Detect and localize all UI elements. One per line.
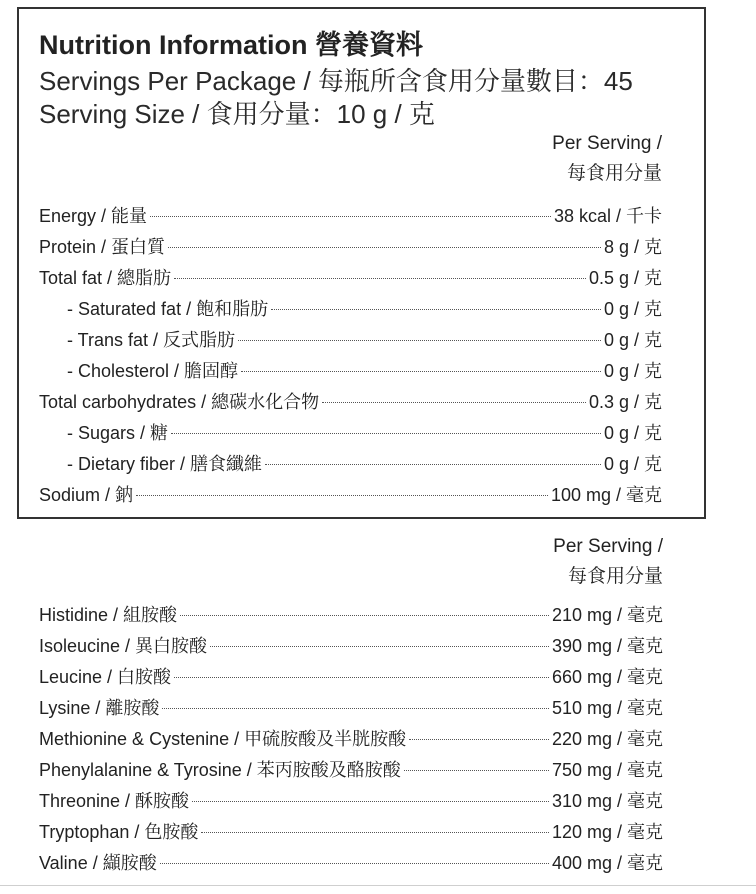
row-value: 0.3 g / 克 (588, 392, 662, 412)
row-label: Phenylalanine & Tyrosine / 苯丙胺酸及酪胺酸 (39, 760, 401, 780)
dotted-leader (136, 495, 548, 496)
dotted-leader (162, 708, 549, 709)
row-value: 120 mg / 毫克 (551, 822, 663, 842)
row-value: 660 mg / 毫克 (551, 667, 663, 687)
row-value: 400 mg / 毫克 (551, 853, 663, 873)
row-label: Lysine / 離胺酸 (39, 698, 160, 718)
nutrition-row-cholesterol (67, 357, 662, 388)
amino-acid-section (0, 519, 756, 894)
row-label: Tryptophan / 色胺酸 (39, 822, 199, 842)
row-value: 0 g / 克 (603, 454, 662, 474)
amino-column-header-line2: 每食用分量 (567, 566, 663, 587)
serving-size: Serving Size / 食用分量：10 g / 克 (39, 99, 435, 129)
dotted-leader (238, 340, 601, 341)
dotted-leader (210, 646, 549, 647)
row-label: Energy / 能量 (39, 206, 148, 226)
row-value: 100 mg / 毫克 (550, 485, 662, 505)
row-label: Sodium / 鈉 (39, 485, 134, 505)
dotted-leader (168, 247, 601, 248)
nutrition-row-protein (39, 233, 662, 264)
row-value: 0 g / 克 (603, 361, 662, 381)
amino-row-lysine (39, 694, 663, 725)
amino-row-valine (39, 849, 663, 880)
dotted-leader (271, 309, 601, 310)
row-value: 0 g / 克 (603, 330, 662, 350)
row-value: 310 mg / 毫克 (551, 791, 663, 811)
nutrition-row-energy (39, 202, 662, 233)
dotted-leader (192, 801, 549, 802)
dotted-leader (174, 677, 549, 678)
amino-row-leucine (39, 663, 663, 694)
dotted-leader (174, 278, 586, 279)
nutrition-row-sodium (39, 481, 662, 512)
dotted-leader (171, 433, 601, 434)
row-value: 210 mg / 毫克 (551, 605, 663, 625)
dotted-leader (265, 464, 601, 465)
row-value: 0 g / 克 (603, 299, 662, 319)
row-value: 510 mg / 毫克 (551, 698, 663, 718)
row-label: Total fat / 總脂肪 (39, 268, 172, 288)
row-label: - Sugars / 糖 (67, 423, 169, 443)
nutrition-row-saturated-fat (67, 295, 662, 326)
nutrition-row-total-carbohydrates (39, 388, 662, 419)
servings-per-package: Servings Per Package / 每瓶所含食用分量數目：45 (39, 66, 633, 96)
amino-row-threonine (39, 787, 663, 818)
nutrition-column-header-line2: 每食用分量 (566, 163, 662, 184)
row-label: Protein / 蛋白質 (39, 237, 166, 257)
amino-column-header-line1: Per Serving / (553, 536, 663, 557)
bottom-divider (0, 885, 756, 886)
amino-row-histidine (39, 601, 663, 632)
row-value: 38 kcal / 千卡 (553, 206, 662, 226)
row-label: - Cholesterol / 膽固醇 (67, 361, 239, 381)
dotted-leader (404, 770, 549, 771)
row-label: Total carbohydrates / 總碳水化合物 (39, 392, 320, 412)
amino-row-isoleucine (39, 632, 663, 663)
amino-row-tryptophan (39, 818, 663, 849)
row-value: 0.5 g / 克 (588, 268, 662, 288)
row-label: Methionine & Cystenine / 甲硫胺酸及半胱胺酸 (39, 729, 407, 749)
row-value: 390 mg / 毫克 (551, 636, 663, 656)
row-value: 220 mg / 毫克 (551, 729, 663, 749)
row-label: - Saturated fat / 飽和脂肪 (67, 299, 269, 319)
row-label: Valine / 纈胺酸 (39, 853, 157, 873)
row-label: - Trans fat / 反式脂肪 (67, 330, 236, 350)
dotted-leader (160, 863, 549, 864)
dotted-leader (409, 739, 549, 740)
dotted-leader (180, 615, 549, 616)
row-value: 0 g / 克 (603, 423, 662, 443)
nutrition-row-dietary-fiber (67, 450, 662, 481)
row-label: Histidine / 組胺酸 (39, 605, 178, 625)
nutrition-row-sugars (67, 419, 662, 450)
nutrition-title: Nutrition Information 營養資料 (39, 30, 423, 60)
nutrition-panel (17, 7, 706, 519)
dotted-leader (322, 402, 586, 403)
row-label: Threonine / 酥胺酸 (39, 791, 190, 811)
row-value: 8 g / 克 (603, 237, 662, 257)
row-label: Leucine / 白胺酸 (39, 667, 172, 687)
amino-row-phenylalanine-tyrosine (39, 756, 663, 787)
dotted-leader (150, 216, 551, 217)
row-label: - Dietary fiber / 膳食纖維 (67, 454, 263, 474)
dotted-leader (201, 832, 549, 833)
dotted-leader (241, 371, 601, 372)
nutrition-row-total-fat (39, 264, 662, 295)
nutrition-column-header-line1: Per Serving / (552, 133, 662, 154)
row-value: 750 mg / 毫克 (551, 760, 663, 780)
amino-row-methionine-cystenine (39, 725, 663, 756)
amino-column-header (553, 532, 663, 592)
row-label: Isoleucine / 異白胺酸 (39, 636, 208, 656)
nutrition-column-header (552, 129, 662, 189)
nutrition-row-trans-fat (67, 326, 662, 357)
